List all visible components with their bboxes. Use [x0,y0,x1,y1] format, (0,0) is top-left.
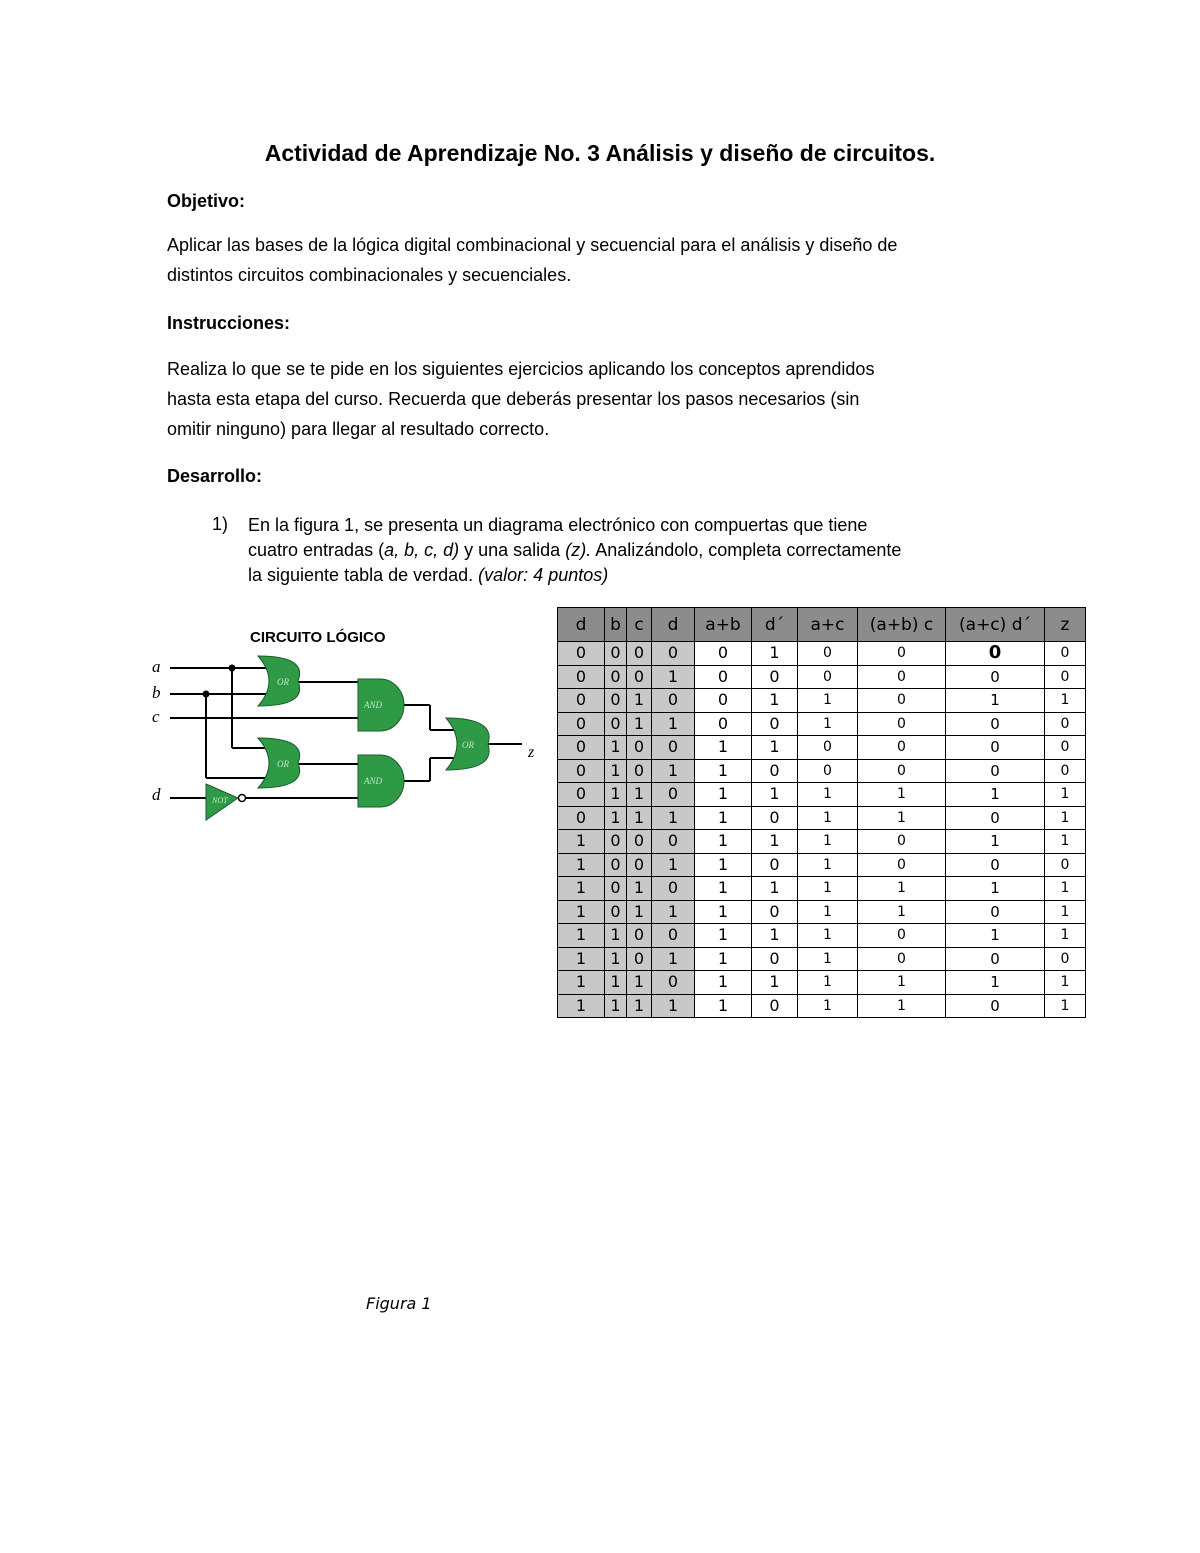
table-cell: 0 [1045,736,1086,760]
table-cell: 1 [627,971,652,995]
table-cell: 1 [605,783,627,807]
figure-caption: Figura 1 [366,1294,432,1313]
table-cell: 0 [752,806,798,830]
table-row [558,689,1086,713]
table-cell: 0 [605,642,627,666]
table-cell: 1 [627,806,652,830]
table-cell: 1 [798,971,858,995]
table-row [558,924,1086,948]
table-cell: 0 [652,877,695,901]
table-cell: 0 [652,971,695,995]
objetivo-text [167,230,1033,290]
objetivo-line: Aplicar las bases de la lógica digital combinacional y secuencial para el análisis y diseño de [167,235,898,255]
table-cell: 1 [695,877,752,901]
table-cell: 1 [752,736,798,760]
table-cell: 0 [558,642,605,666]
table-cell: 1 [752,783,798,807]
table-cell: 0 [752,759,798,783]
table-cell: 1 [798,806,858,830]
table-cell: 0 [858,712,946,736]
table-cell: 1 [946,877,1045,901]
table-cell: 0 [858,665,946,689]
table-cell: 1 [858,994,946,1018]
truth-table-header-row [558,608,1086,642]
objetivo-heading: Objetivo: [167,191,246,211]
svg-text:OR: OR [277,759,289,769]
table-cell: 1 [558,877,605,901]
table-cell: 1 [605,971,627,995]
table-cell: 1 [627,783,652,807]
table-cell: 0 [627,830,652,854]
table-cell: 0 [652,689,695,713]
table-cell: 0 [605,853,627,877]
table-cell: 0 [627,947,652,971]
table-cell: 1 [752,830,798,854]
table-row [558,806,1086,830]
table-cell: 1 [858,806,946,830]
instrucciones-text [167,354,1033,444]
input-label-d: d [152,785,161,804]
table-cell: 1 [695,806,752,830]
table-cell: 1 [1045,971,1086,995]
table-cell: 1 [858,877,946,901]
table-cell: 0 [946,759,1045,783]
output-label-z: z [528,744,535,761]
table-cell: 0 [946,712,1045,736]
table-cell: 0 [605,665,627,689]
table-cell: 0 [605,900,627,924]
table-cell: 0 [627,759,652,783]
item-line: cuatro entradas (a, b, c, d) y una salida (z). Analizándolo, completa correctamente [248,540,902,560]
table-cell: 0 [752,853,798,877]
table-cell: 0 [1045,947,1086,971]
table-cell: 1 [627,877,652,901]
table-cell: 0 [558,665,605,689]
table-cell: 1 [946,924,1045,948]
table-cell: 0 [652,736,695,760]
item-line: En la figura 1, se presenta un diagrama electrónico con compuertas que tiene [248,515,868,535]
table-cell: 1 [798,853,858,877]
table-cell: 0 [558,689,605,713]
table-cell: 1 [558,947,605,971]
table-cell: 0 [946,994,1045,1018]
truth-table [557,607,1086,1018]
table-row [558,900,1086,924]
or-gate-3 [446,718,489,770]
column-header: d [558,608,605,642]
table-cell: 0 [1045,642,1086,666]
table-cell: 1 [695,924,752,948]
table-cell: 1 [1045,830,1086,854]
table-cell: 0 [946,806,1045,830]
table-cell: 1 [695,900,752,924]
column-header: d [652,608,695,642]
table-cell: 0 [558,759,605,783]
table-cell: 0 [798,665,858,689]
table-row [558,759,1086,783]
table-cell: 0 [858,853,946,877]
table-cell: 1 [627,994,652,1018]
table-cell: 1 [798,712,858,736]
table-cell: 0 [1045,665,1086,689]
item-number: 1) [212,514,229,534]
table-cell: 0 [1045,853,1086,877]
table-cell: 0 [752,665,798,689]
table-cell: 1 [1045,783,1086,807]
table-cell: 0 [946,642,1045,666]
table-cell: 1 [946,783,1045,807]
table-cell: 0 [627,736,652,760]
table-cell: 1 [605,806,627,830]
table-cell: 0 [652,783,695,807]
table-cell: 1 [1045,994,1086,1018]
table-cell: 0 [558,736,605,760]
table-cell: 1 [752,971,798,995]
table-cell: 1 [558,924,605,948]
table-cell: 1 [558,853,605,877]
table-cell: 0 [946,665,1045,689]
table-cell: 0 [627,642,652,666]
table-cell: 1 [695,759,752,783]
table-cell: 1 [558,900,605,924]
table-cell: 1 [652,806,695,830]
table-row [558,853,1086,877]
input-label-c: c [152,707,160,726]
table-cell: 1 [798,994,858,1018]
table-cell: 1 [1045,689,1086,713]
logic-circuit-diagram [140,612,550,832]
column-header: (a+c) d´ [946,608,1045,642]
table-cell: 0 [652,830,695,854]
table-cell: 0 [695,689,752,713]
table-cell: 0 [858,736,946,760]
column-header: d´ [752,608,798,642]
table-cell: 1 [798,947,858,971]
table-cell: 0 [752,712,798,736]
table-cell: 1 [1045,900,1086,924]
table-cell: 0 [652,642,695,666]
table-cell: 0 [627,853,652,877]
table-cell: 1 [695,994,752,1018]
table-cell: 0 [695,642,752,666]
not-gate [206,784,246,820]
circuit-title: CIRCUITO LÓGICO [250,629,386,646]
table-cell: 1 [695,736,752,760]
table-cell: 1 [695,830,752,854]
table-cell: 1 [1045,924,1086,948]
table-cell: 0 [946,947,1045,971]
table-cell: 1 [652,712,695,736]
table-cell: 0 [605,689,627,713]
table-row [558,947,1086,971]
table-cell: 1 [798,783,858,807]
and-gate-2 [358,755,404,807]
table-row [558,783,1086,807]
table-row [558,642,1086,666]
input-label-b: b [152,683,161,702]
table-row [558,971,1086,995]
table-row [558,994,1086,1018]
table-cell: 0 [858,689,946,713]
column-header: z [1045,608,1086,642]
column-header: c [627,608,652,642]
table-cell: 0 [558,806,605,830]
or-gate-1 [258,656,300,706]
table-cell: 1 [605,759,627,783]
table-cell: 0 [558,783,605,807]
table-cell: 0 [946,736,1045,760]
column-header: b [605,608,627,642]
column-header: a+c [798,608,858,642]
table-cell: 1 [1045,877,1086,901]
table-cell: 0 [858,947,946,971]
page-title: Actividad de Aprendizaje No. 3 Análisis y diseño de circuitos. [264,140,936,166]
table-cell: 1 [652,994,695,1018]
table-cell: 0 [798,642,858,666]
table-cell: 1 [652,665,695,689]
junction-dot [203,691,210,698]
instrucciones-line: Realiza lo que se te pide en los siguientes ejercicios aplicando los conceptos aprendidos [167,359,875,379]
table-cell: 0 [946,853,1045,877]
table-cell: 1 [605,994,627,1018]
table-cell: 0 [946,900,1045,924]
table-cell: 1 [858,900,946,924]
item-line: la siguiente tabla de verdad. (valor: 4 puntos) [248,565,609,585]
svg-text:NOT: NOT [212,796,228,805]
table-cell: 1 [752,924,798,948]
table-cell: 0 [798,759,858,783]
table-cell: 1 [627,712,652,736]
table-cell: 0 [1045,759,1086,783]
table-cell: 0 [695,665,752,689]
table-cell: 1 [605,736,627,760]
desarrollo-heading: Desarrollo: [167,466,263,486]
table-cell: 1 [946,971,1045,995]
instrucciones-line: hasta esta etapa del curso. Recuerda que deberás presentar los pasos necesarios (sin [167,389,860,409]
table-cell: 1 [695,971,752,995]
table-row [558,877,1086,901]
table-cell: 0 [752,947,798,971]
table-cell: 1 [752,877,798,901]
table-cell: 1 [652,900,695,924]
table-cell: 1 [558,994,605,1018]
or-gate-2 [258,738,300,788]
table-cell: 1 [627,689,652,713]
table-cell: 1 [605,947,627,971]
table-cell: 0 [858,759,946,783]
table-cell: 0 [858,924,946,948]
table-cell: 0 [752,900,798,924]
table-cell: 0 [605,877,627,901]
svg-text:OR: OR [462,740,474,750]
table-cell: 0 [798,736,858,760]
table-cell: 0 [605,712,627,736]
table-cell: 1 [752,689,798,713]
table-cell: 0 [627,924,652,948]
table-cell: 1 [558,971,605,995]
table-cell: 1 [752,642,798,666]
table-row [558,830,1086,854]
table-cell: 1 [652,759,695,783]
svg-text:AND: AND [364,776,382,786]
table-cell: 1 [1045,806,1086,830]
table-cell: 1 [798,900,858,924]
table-row [558,712,1086,736]
table-cell: 0 [1045,712,1086,736]
instrucciones-line: omitir ninguno) para llegar al resultado correcto. [167,419,550,439]
table-cell: 1 [558,830,605,854]
and-gate-1 [358,679,404,731]
svg-text:AND: AND [364,700,382,710]
table-cell: 1 [798,924,858,948]
table-cell: 1 [798,689,858,713]
table-cell: 0 [858,642,946,666]
table-cell: 0 [752,994,798,1018]
junction-dot [229,665,236,672]
table-cell: 0 [652,924,695,948]
item-text [248,513,1020,588]
input-label-a: a [152,657,161,676]
svg-text:OR: OR [277,677,289,687]
table-cell: 1 [652,947,695,971]
table-cell: 1 [946,830,1045,854]
table-cell: 0 [558,712,605,736]
table-cell: 1 [946,689,1045,713]
table-cell: 1 [858,971,946,995]
table-cell: 1 [695,783,752,807]
table-cell: 1 [652,853,695,877]
table-cell: 0 [627,665,652,689]
table-row [558,665,1086,689]
table-cell: 0 [605,830,627,854]
table-cell: 1 [627,900,652,924]
table-cell: 0 [695,712,752,736]
table-cell: 1 [695,853,752,877]
objetivo-line: distintos circuitos combinacionales y secuenciales. [167,265,572,285]
column-header: (a+b) c [858,608,946,642]
column-header: a+b [695,608,752,642]
table-row [558,736,1086,760]
table-cell: 1 [798,877,858,901]
table-cell: 1 [695,947,752,971]
table-cell: 1 [798,830,858,854]
table-cell: 1 [605,924,627,948]
table-cell: 1 [858,783,946,807]
table-cell: 0 [858,830,946,854]
instrucciones-heading: Instrucciones: [167,313,291,333]
